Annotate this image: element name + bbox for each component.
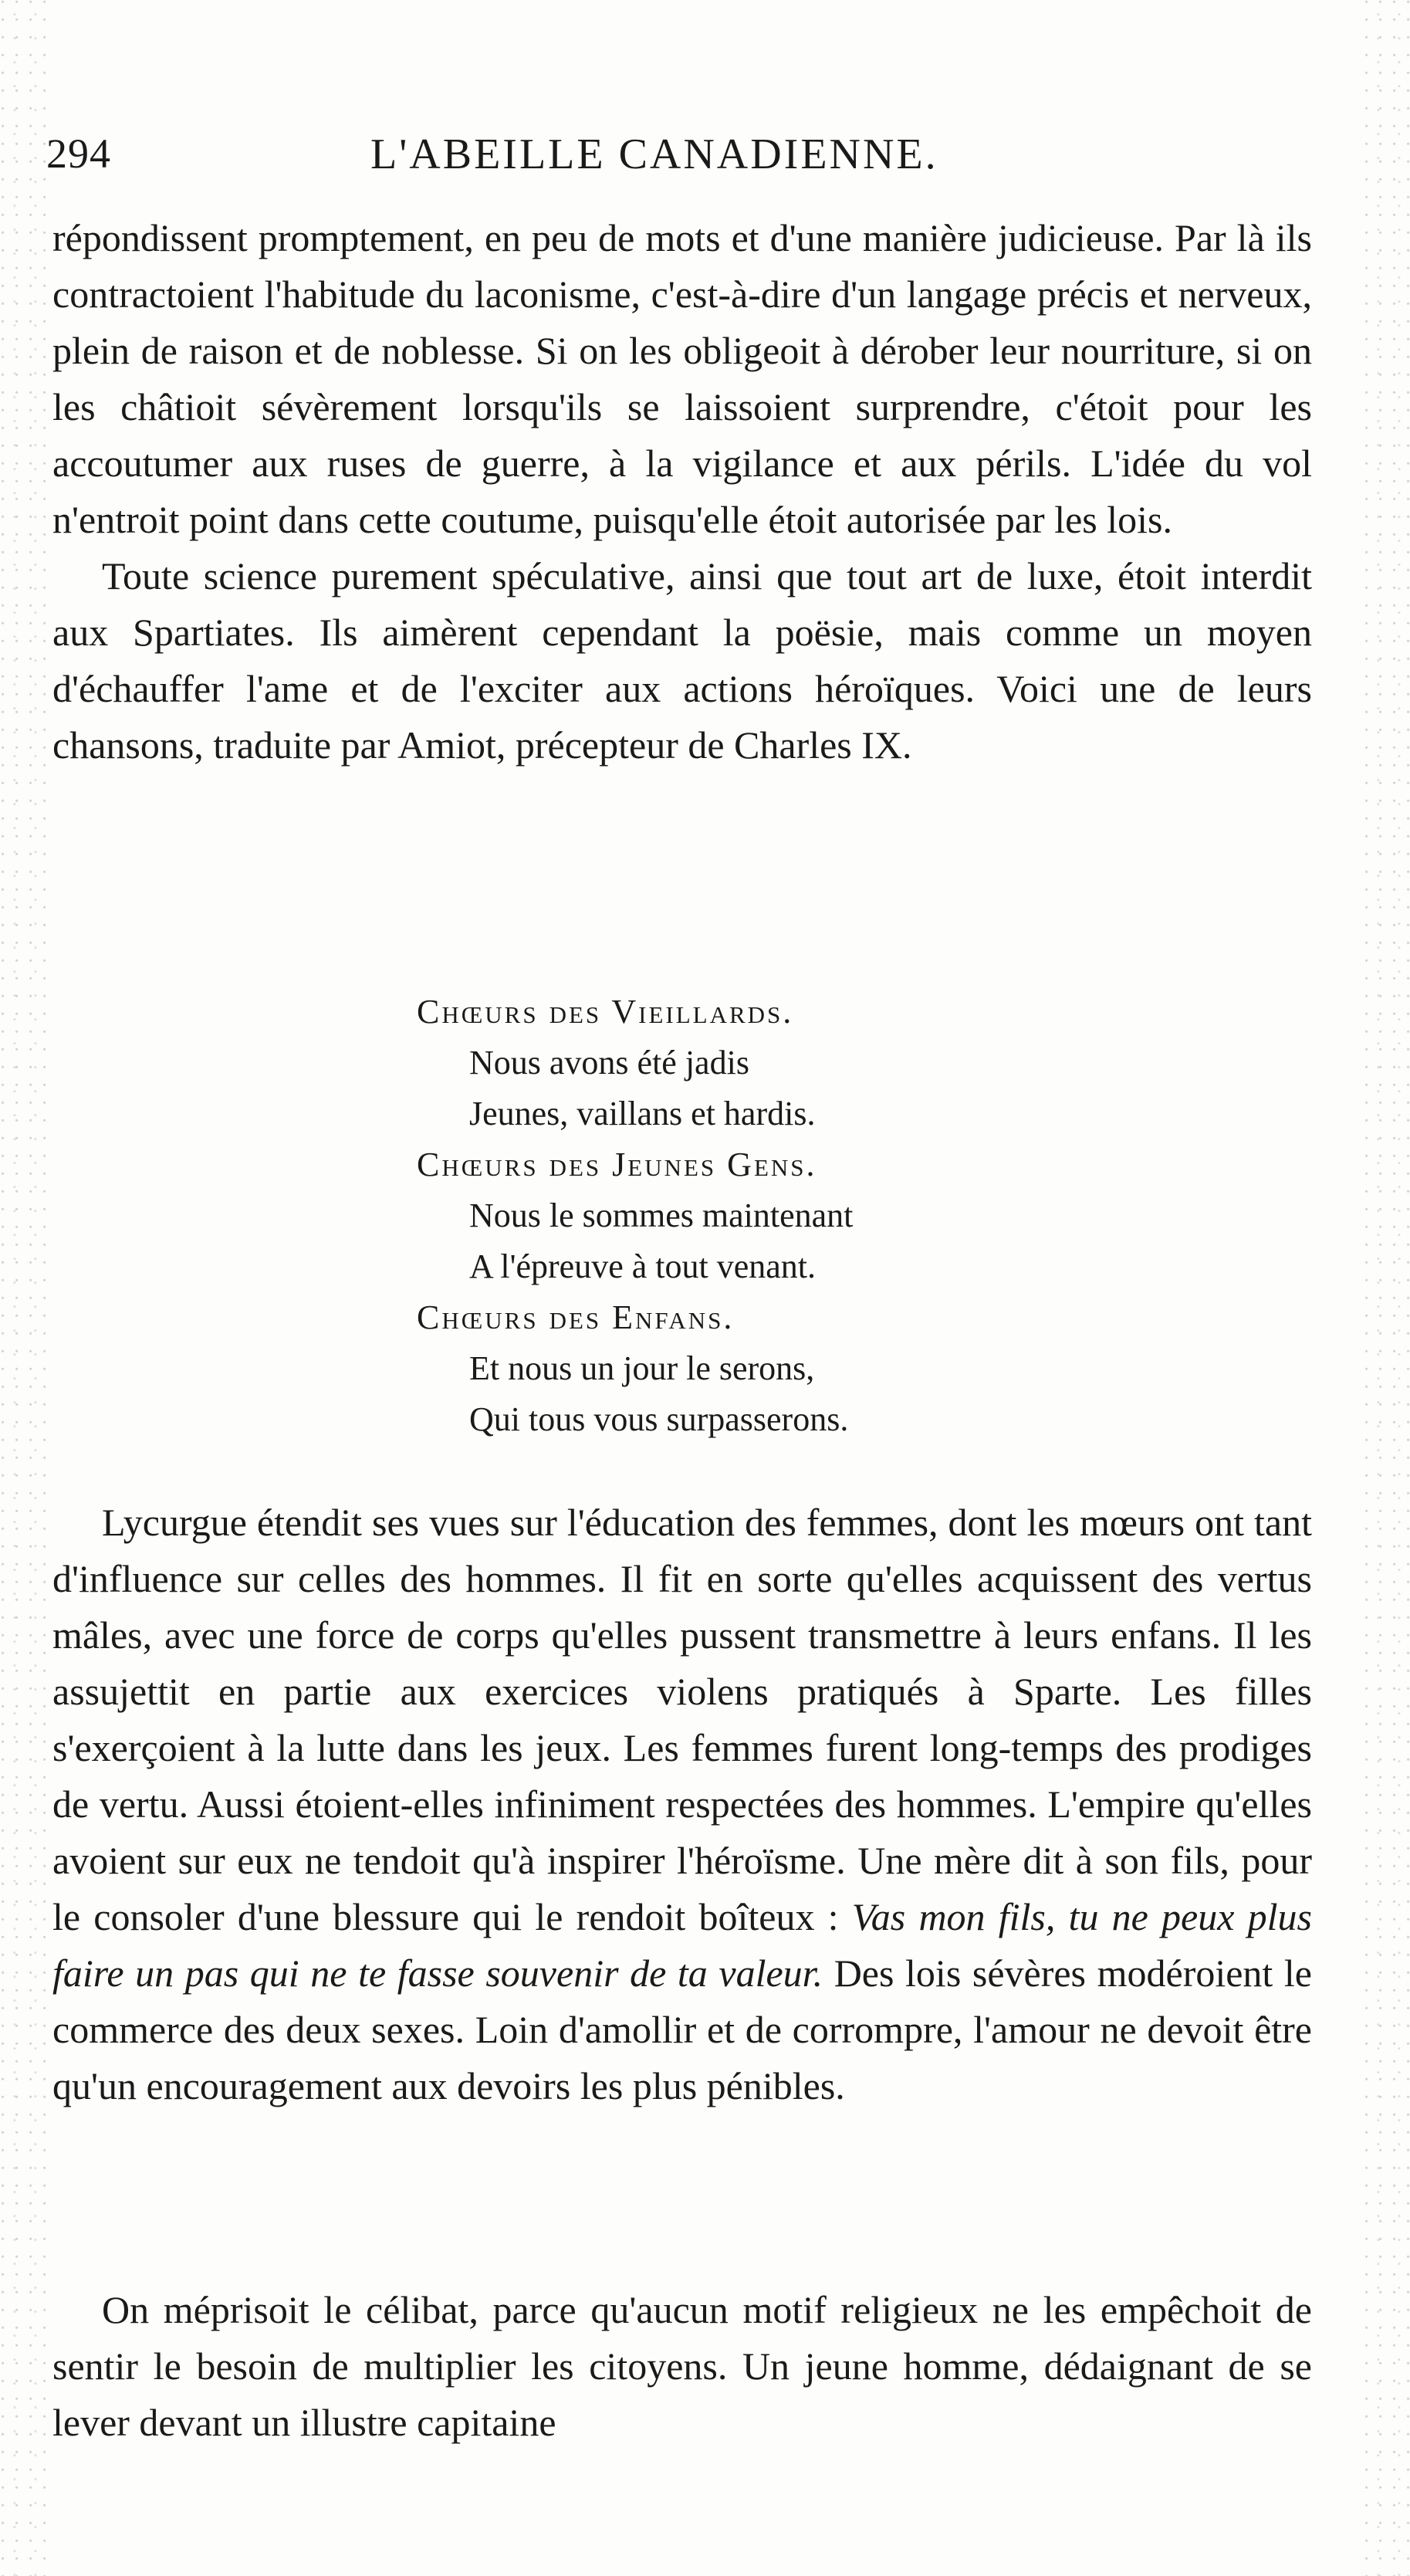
chorus-heading-children: Chœurs des Enfans. [417, 1298, 735, 1336]
song-line: Nous le sommes maintenant [469, 1197, 854, 1234]
body-text-bottom [52, 2282, 1312, 2506]
song-line: Nous avons été jadis [469, 1044, 749, 1082]
paragraph-3 [52, 1494, 1312, 2114]
paragraph-4: On méprisoit le célibat, parce qu'aucun motif religieux ne les empêchoit de sentir le besoin de multiplier les citoyens. Un jeune homme, dédaignant de se lever devant un illustre capitaine [52, 2288, 1312, 2444]
chorus-heading-young: Chœurs des Jeunes Gens. [417, 1146, 817, 1183]
song-line: Qui tous vous surpasserons. [469, 1400, 849, 1438]
paragraph-1: répondissent promptement, en peu de mots et d'une manière judicieuse. Par là ils contractoient l'habitude du laconisme, c'est-à-dire d'un langage précis et nerveux, plein de raison et de noblesse. Si on les obligeoit à dérober leur nourriture, si on les châtioit sévèrement lorsqu'ils se laissoient surprendre, c'étoit pour les accoutumer aux ruses de guerre, à la vigilance et aux périls. L'idée du vol n'entroit point dans cette coutume, puisqu'elle étoit autorisée par les lois. [52, 216, 1312, 541]
chorus-heading-elders: Chœurs des Vieillards. [417, 993, 794, 1031]
scan-noise-left [0, 0, 46, 2576]
paragraph-3-text: Lycurgue étendit ses vues sur l'éducation des femmes, dont les mœurs ont tant d'influence sur celles des hommes. Il fit en sorte qu'elles acquissent des vertus mâles, avec une force de corps qu'elles pussent transmettre à leurs enfans. Il les assujettit en partie aux exercices violens pratiqués à Sparte. Les filles s'exerçoient à la lutte dans les jeux. Les femmes furent long-temps des prodiges de vertu. Aussi étoient-elles infiniment respectées des hommes. L'empire qu'elles avoient sur eux ne tendoit qu'à inspirer l'héroïsme. Une mère dit à son fils, pour le consoler d'une blessure qui le rendoit boîteux : [52, 1501, 1312, 1938]
body-text-top [52, 210, 1312, 966]
song-line: A l'épreuve à tout venant. [469, 1247, 817, 1285]
page-number: 294 [46, 130, 111, 177]
song-block [417, 987, 1111, 1465]
paragraph-2: Toute science purement spéculative, ainsi que tout art de luxe, étoit interdit aux Spartiates. Ils aimèrent cependant la poësie, mais comme un moyen d'échauffer l'ame et de l'exciter aux actions héroïques. Voici une de leurs chansons, traduite par Amiot, précepteur de Charles IX. [52, 554, 1312, 767]
song-line: Et nous un jour le serons, [469, 1349, 815, 1387]
song-line: Jeunes, vaillans et hardis. [469, 1095, 816, 1132]
running-head [46, 130, 1327, 191]
paragraph-3-text-end: Des lois sévères modéroient le commerce des deux sexes. Loin d'amollir et de corrompre, l'amour ne devoit être qu'un encouragement aux devoirs les plus pénibles. [52, 1951, 1312, 2107]
running-title: L'ABEILLE CANADIENNE. [370, 130, 938, 178]
mother-quote: Vas mon fils, tu ne peux plus faire un pas qui ne te fasse souvenir de ta valeur. [52, 1895, 1312, 1995]
body-text-middle [52, 1494, 1312, 2282]
scan-noise-right [1364, 0, 1410, 2576]
